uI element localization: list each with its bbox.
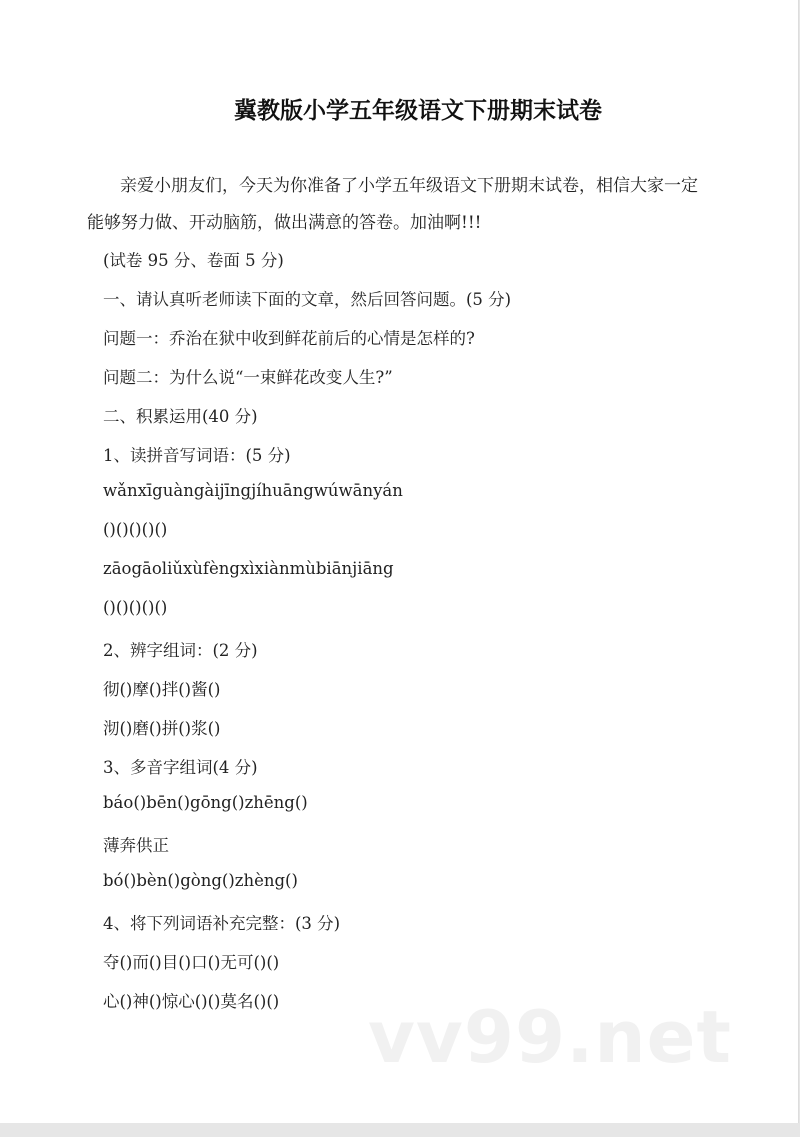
document-line: 4、将下列词语补充完整：(3 分) bbox=[103, 914, 341, 933]
document-line: ()()()()() bbox=[103, 520, 168, 539]
document-line: 3、多音字组词(4 分) bbox=[103, 758, 258, 777]
document-line: 一、请认真听老师读下面的文章，然后回答问题。(5 分) bbox=[103, 290, 512, 309]
document-line: 1、读拼音写词语：(5 分) bbox=[103, 446, 291, 465]
document-line: 心()神()惊心()()莫名()() bbox=[103, 992, 280, 1011]
document-title: 冀教版小学五年级语文下册期末试卷 bbox=[234, 98, 602, 124]
document-line: 沏()磨()拼()浆() bbox=[103, 719, 221, 738]
document-line: báo()bēn()gōng()zhēng() bbox=[103, 793, 308, 812]
document-line: 2、辨字组词：(2 分) bbox=[103, 641, 258, 660]
watermark: vv99.net bbox=[368, 995, 732, 1079]
document-line: 二、积累运用(40 分) bbox=[103, 407, 258, 426]
document-line: 问题二：为什么说“一束鲜花改变人生?” bbox=[103, 368, 393, 387]
document-line: zāogāoliǔxùfèngxìxiànmùbiānjiāng bbox=[103, 559, 394, 578]
document-line: ()()()()() bbox=[103, 598, 168, 617]
document-line: 夺()而()目()口()无可()() bbox=[103, 953, 280, 972]
document-line: 薄奔供正 bbox=[103, 836, 169, 855]
document-line: bó()bèn()gòng()zhèng() bbox=[103, 871, 298, 890]
intro-paragraph: 亲爱小朋友们，今天为你准备了小学五年级语文下册期末试卷，相信大家一定能够努力做、开动脑筋，做出满意的答卷。加油啊!!! bbox=[87, 176, 698, 233]
document-line: wǎnxīguàngàijīngjíhuāngwúwānyán bbox=[103, 481, 403, 500]
document-line: (试卷 95 分、卷面 5 分) bbox=[103, 251, 284, 270]
document-line: 彻()摩()拌()酱() bbox=[103, 680, 221, 699]
document-line: 问题一：乔治在狱中收到鲜花前后的心情是怎样的? bbox=[103, 329, 475, 348]
